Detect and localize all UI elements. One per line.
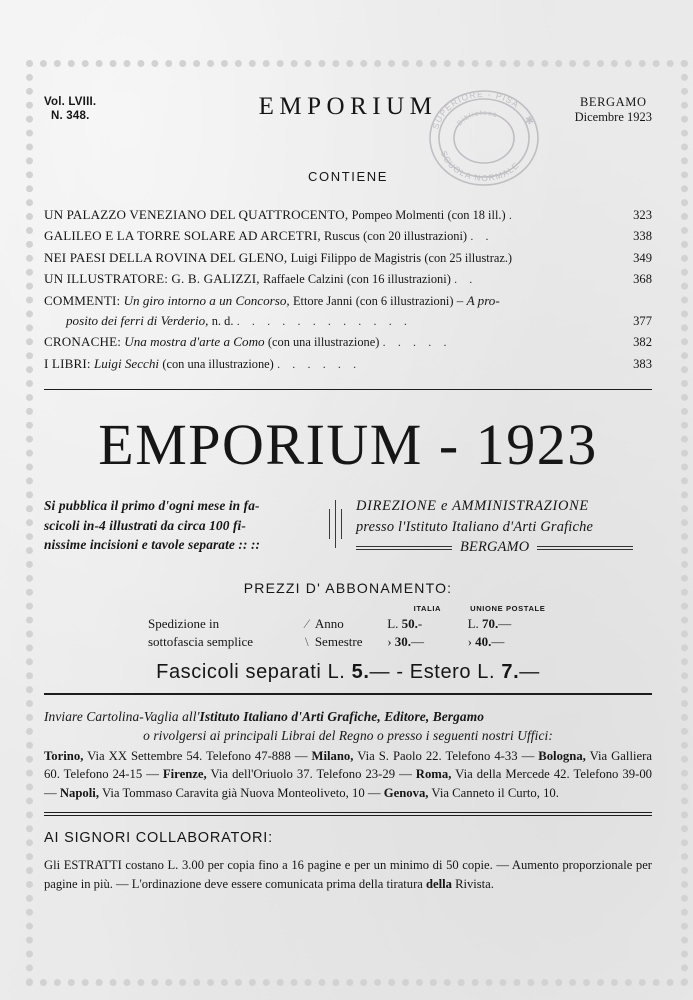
prices-col-italia: ITALIA — [413, 603, 442, 613]
office-detail: Via Tommaso Caravita già Nuova Monteoliveto, 10 — — [99, 785, 384, 800]
currency: L. — [467, 615, 479, 631]
toc-article-title: Una mostra d'arte a Como — [124, 334, 265, 350]
toc-page-number: 323 — [633, 208, 652, 222]
publication-city: BERGAMO — [579, 95, 647, 109]
column-divider — [316, 496, 356, 554]
table-row — [148, 615, 548, 633]
toc-article-title-cont: posito dei ferri di Verderio, — [66, 313, 209, 329]
toc-article-title: Luigi Secchi — [93, 355, 160, 371]
brace-bottom: \ — [304, 633, 309, 649]
toc-author: Pompeo Molmenti — [351, 208, 445, 222]
masthead-title: EMPORIUM - 1923 — [98, 412, 598, 478]
prices-table — [148, 604, 548, 651]
toc-leader: . . . . . . . . . . . . — [236, 314, 412, 329]
toc-section: UN ILLUSTRATORE: G. B. GALIZZI, — [44, 271, 260, 287]
volume-number: Vol. LVIII. — [44, 96, 97, 108]
toc-entry[interactable] — [44, 226, 652, 246]
order-plain: Inviare Cartolina-Vaglia all' — [44, 708, 200, 724]
toc-entry[interactable] — [44, 332, 652, 352]
toc-leader: . — [508, 208, 517, 222]
journal-title: EMPORIUM — [258, 93, 438, 120]
currency: L. — [387, 615, 399, 631]
toc-author: Ettore Janni — [292, 293, 353, 308]
collaborators-notice — [44, 856, 652, 895]
foreign-label: Estero L. — [409, 660, 496, 683]
office-city: Torino, — [44, 748, 84, 763]
prices-heading: PREZZI D' ABBONAMENTO: — [243, 579, 453, 596]
toc-leader: . . — [454, 272, 477, 287]
single-issue-label: Fascicoli separati L. — [156, 660, 346, 683]
frequency-line-1: Si pubblica il primo d'ogni mese in fa- — [44, 498, 260, 514]
toc-entry[interactable] — [44, 205, 652, 225]
office-city: Roma, — [415, 767, 452, 782]
price-semestre-italia — [387, 633, 467, 651]
price-separator: - — [396, 660, 404, 683]
notice-text-b: Rivista. — [451, 877, 494, 892]
toc-note: (con 20 illustrazioni) — [363, 229, 468, 244]
toc-note: (con una illustrazione) — [267, 335, 380, 350]
single-issue-price: 5. — [351, 660, 370, 683]
foreign-price: 7. — [501, 660, 520, 683]
dash: — — [491, 633, 505, 649]
office-city: Bologna, — [538, 748, 586, 763]
price-anno-postale — [468, 615, 548, 633]
notice-text-bold: della — [426, 877, 452, 892]
administration-text — [356, 496, 652, 558]
toc-page-number: 338 — [633, 229, 652, 244]
toc-section: NEI PAESI DELLA ROVINA DEL GLENO, — [44, 249, 288, 265]
single-issue-price-line — [44, 661, 652, 684]
office-city: Genova, — [383, 785, 429, 800]
toc-note: (con 6 illustrazioni) — [355, 293, 454, 308]
toc-leader: . . . . . . — [277, 356, 361, 371]
prices-header-row — [148, 604, 548, 615]
office-detail: Via della Mercede 42. Telefono 39-00 — — [44, 767, 653, 800]
amount: 30. — [394, 633, 412, 649]
divider-rule-top — [44, 389, 652, 390]
toc-author: Ruscus — [324, 229, 360, 244]
toc-section: COMMENTI: — [44, 292, 121, 308]
toc-note: (con 25 illustraz.) — [424, 250, 513, 265]
dash: - — [417, 615, 423, 631]
price-semestre-postale — [468, 633, 548, 651]
foreign-dash: — — [519, 660, 540, 683]
svg-text:Biblioteca: Biblioteca — [456, 109, 499, 128]
toc-note: (con una illustrazione) — [162, 356, 274, 371]
toc-author: Raffaele Calzini — [263, 272, 344, 287]
dash: — — [498, 615, 512, 631]
order-line-2: o rivolgersi ai principali Librai del Regno o presso i seguenti nostri Uffici: — [143, 727, 553, 743]
office-detail: Via XX Settembre 54. Telefono 47-888 — — [83, 748, 312, 763]
toc-section: GALILEO E LA TORRE SOLARE AD ARCETRI, — [44, 228, 321, 244]
publication-place-date — [575, 95, 652, 125]
issue-number: N. 348. — [51, 110, 90, 122]
toc-section: I LIBRI: — [44, 355, 91, 371]
amount: 70. — [482, 615, 499, 631]
toc-section: UN PALAZZO VENEZIANO DEL QUATTROCENTO, — [44, 207, 349, 222]
toc-note: (con 18 ill.) — [447, 208, 506, 222]
frequency-line-2: scicoli in-4 illustrati da circa 100 fi- — [44, 517, 246, 533]
toc-page-number: 383 — [633, 356, 652, 371]
toc-page-number: 349 — [633, 250, 652, 265]
toc-article-title-2: A pro- — [466, 292, 500, 308]
prices-col-unione-postale: UNIONE POSTALE — [470, 603, 546, 613]
order-line-1 — [44, 707, 652, 726]
toc-entry[interactable] — [44, 354, 652, 374]
office-detail: Via S. Paolo 22. Telefono 4-33 — — [353, 748, 539, 763]
publication-date: Dicembre 1923 — [574, 110, 652, 124]
toc-page-number: 382 — [633, 335, 652, 350]
publisher-name: Istituto Italiano d'Arti Grafiche, Editore, Bergamo — [199, 708, 485, 724]
table-of-contents — [44, 205, 652, 374]
toc-note: (con 16 illustrazioni) — [346, 272, 451, 287]
divider-rule-middle — [44, 693, 652, 695]
administration-city: BERGAMO — [460, 539, 530, 556]
toc-author-2: n. d. — [211, 314, 234, 329]
administration-line-3 — [356, 537, 652, 558]
office-city: Firenze, — [162, 767, 207, 782]
office-city: Napoli, — [59, 785, 99, 800]
toc-article-title: Un giro intorno a un Concorso, — [123, 292, 290, 308]
shipping-label-line2: sottofascia semplice — [148, 633, 254, 649]
toc-dash: – — [456, 292, 464, 308]
office-detail: Via dell'Oriuolo 37. Telefono 23-29 — — [206, 767, 416, 782]
order-instructions — [44, 707, 652, 745]
period-semestre: Semestre — [314, 633, 363, 649]
brace-top: ⁄ — [305, 615, 308, 631]
toc-section: CRONACHE: — [44, 334, 122, 350]
toc-author: Luigi Filippo de Magistris — [290, 250, 422, 265]
publication-frequency-text — [44, 496, 316, 555]
administration-line-2: presso l'Istituto Italiano d'Arti Grafiche — [356, 518, 594, 535]
office-city: Milano, — [311, 748, 354, 763]
contents-heading: CONTIENE — [308, 169, 388, 184]
toc-page-number: 377 — [633, 314, 652, 329]
notice-text-a: Gli ESTRATTI costano L. 3.00 per copia fino a 16 pagine e per un minimo di 50 copie. — Aumento proporzionale per pagine in più. — L'ordinazione deve essere comunicata prima della tiratura — [44, 857, 652, 892]
currency: › — [387, 633, 392, 649]
page-header — [44, 93, 652, 145]
svg-text:✱: ✱ — [525, 115, 535, 127]
description-block — [44, 496, 652, 558]
single-issue-dash: — — [369, 660, 391, 683]
price-anno-italia — [387, 615, 467, 633]
office-detail: Via Canneto il Curto, 10. — [428, 785, 559, 800]
toc-entry-line2 — [44, 311, 618, 331]
svg-text:SUPERIORE - PISA: SUPERIORE - PISA — [430, 88, 522, 131]
amount: 40. — [475, 633, 492, 649]
svg-text:SCUOLA NORMALE: SCUOLA NORMALE — [438, 149, 522, 184]
toc-entry[interactable] — [44, 248, 652, 268]
period-anno: Anno — [314, 615, 344, 631]
collaborators-heading: AI SIGNORI COLLABORATORI: — [44, 829, 273, 846]
toc-page-number: 368 — [633, 272, 652, 287]
frequency-line-3: nissime incisioni e tavole separate :: :: — [44, 537, 261, 553]
dash: — — [411, 633, 425, 649]
office-detail: Via Galliera 60. Telefono 24-15 — — [44, 748, 652, 782]
divider-rule-bottom — [44, 812, 652, 816]
table-row — [148, 633, 548, 651]
toc-leader: . . . . . — [382, 335, 452, 350]
amount: 50. — [401, 615, 418, 631]
administration-line-1: DIREZIONE e AMMINISTRAZIONE — [356, 498, 589, 515]
page-content — [44, 0, 652, 895]
toc-entry[interactable] — [44, 269, 652, 289]
toc-entry[interactable] — [44, 291, 652, 332]
currency: › — [467, 633, 472, 649]
offices-list — [44, 747, 652, 803]
toc-leader: . . — [470, 229, 494, 244]
shipping-label-line1: Spedizione in — [148, 615, 220, 631]
